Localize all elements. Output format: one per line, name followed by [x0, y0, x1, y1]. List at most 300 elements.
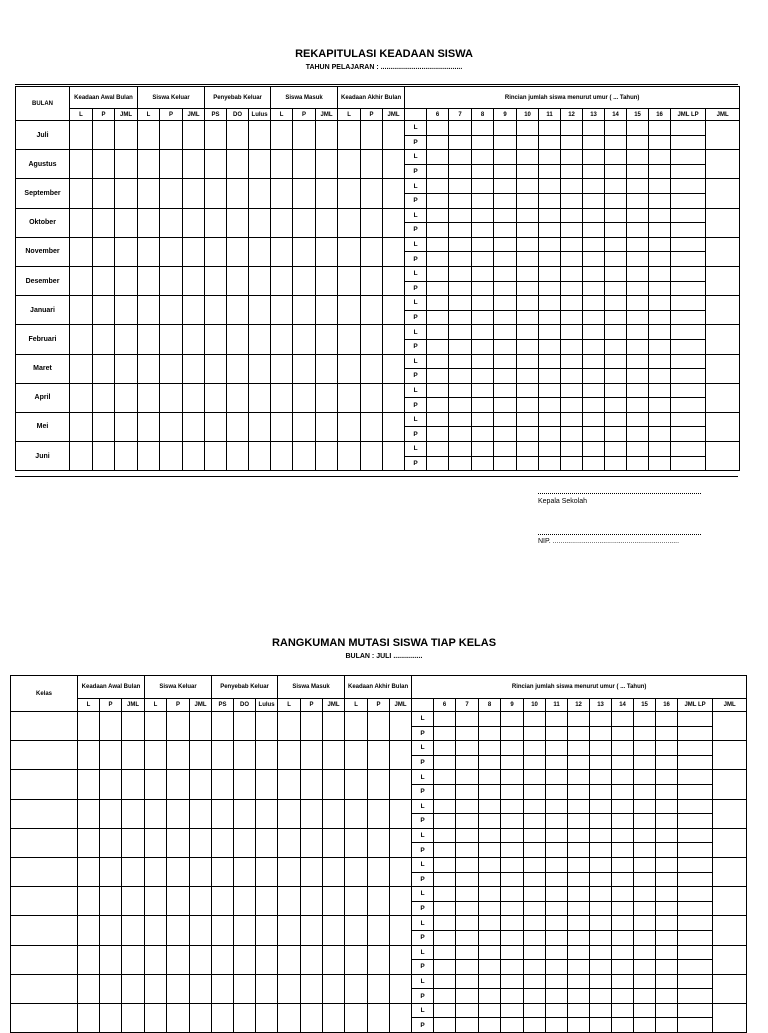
age-header: 6	[427, 109, 449, 121]
age-cell	[583, 383, 605, 398]
value-cell	[227, 179, 249, 208]
value-cell	[212, 1003, 234, 1032]
age-cell	[678, 755, 713, 770]
age-cell	[472, 223, 494, 238]
age-cell	[612, 887, 634, 902]
value-cell	[316, 208, 338, 237]
value-cell	[256, 799, 278, 828]
age-cell	[539, 325, 561, 340]
age-cell	[434, 1003, 456, 1018]
age-cell	[605, 281, 627, 296]
age-cell	[568, 989, 590, 1004]
age-cell	[568, 887, 590, 902]
age-cell	[590, 945, 612, 960]
row-name-cell	[11, 974, 78, 1003]
age-cell	[472, 135, 494, 150]
value-cell	[190, 945, 212, 974]
value-cell	[212, 712, 234, 741]
age-cell	[590, 784, 612, 799]
value-cell	[183, 179, 205, 208]
age-cell	[649, 193, 671, 208]
sub-header: PS	[212, 699, 234, 712]
value-cell	[145, 887, 167, 916]
value-cell	[78, 1003, 100, 1032]
age-cell	[456, 712, 479, 727]
age-cell	[539, 150, 561, 165]
gender-cell: L	[412, 974, 434, 989]
age-cell	[449, 266, 472, 281]
age-cell	[605, 150, 627, 165]
age-cell	[539, 223, 561, 238]
total-cell	[713, 857, 747, 886]
age-cell	[449, 383, 472, 398]
age-cell	[501, 916, 524, 931]
value-cell	[316, 412, 338, 441]
age-cell	[627, 193, 649, 208]
value-cell	[293, 266, 316, 295]
age-cell	[561, 325, 583, 340]
age-cell	[671, 135, 706, 150]
age-cell	[434, 974, 456, 989]
value-cell	[138, 354, 160, 383]
value-cell	[278, 887, 301, 916]
age-cell	[501, 1003, 524, 1018]
age-cell	[546, 755, 568, 770]
value-cell	[293, 237, 316, 266]
age-header: JML	[706, 109, 740, 121]
sub-header: P	[361, 109, 383, 121]
age-header: 14	[612, 699, 634, 712]
value-cell	[256, 887, 278, 916]
age-cell	[494, 412, 517, 427]
sub-header: L	[278, 699, 301, 712]
age-cell	[501, 799, 524, 814]
age-cell	[517, 281, 539, 296]
table-row	[16, 296, 740, 311]
value-cell	[278, 741, 301, 770]
age-cell	[649, 442, 671, 457]
age-cell	[671, 252, 706, 267]
age-cell	[427, 456, 449, 471]
age-cell	[590, 1003, 612, 1018]
age-cell	[678, 726, 713, 741]
age-cell	[561, 456, 583, 471]
gender-cell: L	[405, 179, 427, 194]
total-cell	[713, 916, 747, 945]
age-cell	[634, 843, 656, 858]
age-cell	[678, 887, 713, 902]
value-cell	[227, 325, 249, 354]
age-cell	[517, 412, 539, 427]
value-cell	[145, 916, 167, 945]
value-cell	[70, 442, 93, 471]
age-cell	[449, 427, 472, 442]
age-cell	[671, 179, 706, 194]
age-header: 16	[656, 699, 678, 712]
age-cell	[494, 193, 517, 208]
age-cell	[449, 223, 472, 238]
value-cell	[122, 857, 145, 886]
value-cell	[316, 266, 338, 295]
age-cell	[449, 208, 472, 223]
age-cell	[605, 456, 627, 471]
age-cell	[605, 237, 627, 252]
age-cell	[539, 164, 561, 179]
age-cell	[649, 223, 671, 238]
age-cell	[627, 179, 649, 194]
value-cell	[271, 383, 293, 412]
age-cell	[649, 427, 671, 442]
value-cell	[145, 974, 167, 1003]
age-cell	[479, 974, 501, 989]
value-cell	[338, 354, 361, 383]
age-cell	[434, 930, 456, 945]
mutasi-title: RANGKUMAN MUTASI SISWA TIAP KELAS	[271, 637, 497, 649]
age-cell	[501, 989, 524, 1004]
age-cell	[590, 887, 612, 902]
value-cell	[167, 857, 190, 886]
age-cell	[524, 887, 546, 902]
age-cell	[524, 872, 546, 887]
age-cell	[627, 296, 649, 311]
age-cell	[656, 1003, 678, 1018]
age-header: 9	[501, 699, 524, 712]
age-cell	[649, 266, 671, 281]
age-cell	[678, 974, 713, 989]
value-cell	[183, 121, 205, 150]
age-cell	[671, 208, 706, 223]
age-cell	[546, 887, 568, 902]
value-cell	[205, 237, 227, 266]
age-cell	[449, 121, 472, 136]
value-cell	[234, 1003, 256, 1032]
age-cell	[656, 930, 678, 945]
age-cell	[479, 712, 501, 727]
age-cell	[634, 741, 656, 756]
value-cell	[390, 712, 412, 741]
value-cell	[316, 179, 338, 208]
age-cell	[546, 843, 568, 858]
age-cell	[583, 427, 605, 442]
value-cell	[145, 770, 167, 799]
value-cell	[249, 383, 271, 412]
age-cell	[449, 135, 472, 150]
value-cell	[271, 150, 293, 179]
age-cell	[517, 266, 539, 281]
value-cell	[205, 296, 227, 325]
age-cell	[590, 857, 612, 872]
age-cell	[634, 945, 656, 960]
age-cell	[494, 281, 517, 296]
age-cell	[539, 442, 561, 457]
age-cell	[627, 310, 649, 325]
sub-header: PS	[205, 109, 227, 121]
row-name-cell: Juli	[16, 121, 70, 150]
gender-cell: L	[412, 945, 434, 960]
age-cell	[494, 354, 517, 369]
age-cell	[427, 135, 449, 150]
value-cell	[167, 1003, 190, 1032]
row-label-header: Kelas	[11, 676, 78, 712]
age-cell	[456, 770, 479, 785]
age-cell	[456, 1018, 479, 1033]
age-cell	[612, 726, 634, 741]
age-cell	[605, 339, 627, 354]
age-cell	[583, 412, 605, 427]
value-cell	[212, 741, 234, 770]
age-cell	[656, 755, 678, 770]
value-cell	[78, 828, 100, 857]
value-cell	[115, 121, 138, 150]
value-cell	[234, 945, 256, 974]
age-cell	[627, 281, 649, 296]
age-cell	[583, 398, 605, 413]
value-cell	[249, 208, 271, 237]
value-cell	[122, 974, 145, 1003]
age-cell	[456, 828, 479, 843]
value-cell	[138, 442, 160, 471]
value-cell	[256, 712, 278, 741]
age-cell	[501, 945, 524, 960]
gender-cell: P	[412, 989, 434, 1004]
value-cell	[138, 150, 160, 179]
age-cell	[568, 712, 590, 727]
age-cell	[546, 960, 568, 975]
age-cell	[501, 901, 524, 916]
value-cell	[323, 799, 345, 828]
value-cell	[323, 945, 345, 974]
age-cell	[456, 901, 479, 916]
row-name-cell	[11, 916, 78, 945]
value-cell	[190, 799, 212, 828]
age-cell	[479, 755, 501, 770]
age-cell	[583, 325, 605, 340]
value-cell	[100, 887, 122, 916]
age-cell	[427, 121, 449, 136]
age-cell	[590, 1018, 612, 1033]
value-cell	[70, 354, 93, 383]
age-header: 9	[494, 109, 517, 121]
value-cell	[78, 799, 100, 828]
value-cell	[70, 237, 93, 266]
age-cell	[479, 784, 501, 799]
age-cell	[561, 354, 583, 369]
age-cell	[546, 857, 568, 872]
sub-header: L	[78, 699, 100, 712]
age-cell	[568, 974, 590, 989]
value-cell	[138, 325, 160, 354]
age-cell	[494, 456, 517, 471]
age-cell	[434, 843, 456, 858]
age-cell	[456, 887, 479, 902]
value-cell	[183, 296, 205, 325]
value-cell	[70, 150, 93, 179]
value-cell	[160, 296, 183, 325]
age-cell	[590, 755, 612, 770]
age-cell	[501, 887, 524, 902]
value-cell	[115, 354, 138, 383]
table-row	[11, 916, 747, 931]
age-cell	[427, 281, 449, 296]
value-cell	[316, 325, 338, 354]
age-cell	[671, 310, 706, 325]
total-cell	[706, 266, 740, 295]
age-cell	[472, 121, 494, 136]
value-cell	[293, 121, 316, 150]
value-cell	[167, 828, 190, 857]
value-cell	[167, 887, 190, 916]
age-cell	[627, 325, 649, 340]
age-cell	[427, 339, 449, 354]
value-cell	[234, 799, 256, 828]
value-cell	[256, 916, 278, 945]
age-cell	[479, 843, 501, 858]
age-cell	[656, 828, 678, 843]
value-cell	[212, 916, 234, 945]
value-cell	[293, 208, 316, 237]
value-cell	[205, 383, 227, 412]
value-cell	[190, 770, 212, 799]
age-cell	[678, 784, 713, 799]
value-cell	[338, 179, 361, 208]
age-header: 6	[434, 699, 456, 712]
value-cell	[234, 712, 256, 741]
age-cell	[434, 770, 456, 785]
row-name-cell	[11, 857, 78, 886]
gender-cell: L	[405, 296, 427, 311]
age-cell	[656, 799, 678, 814]
total-cell	[713, 799, 747, 828]
value-cell	[345, 857, 368, 886]
age-cell	[449, 310, 472, 325]
age-cell	[656, 916, 678, 931]
age-cell	[494, 252, 517, 267]
value-cell	[345, 770, 368, 799]
age-cell	[590, 828, 612, 843]
age-cell	[605, 164, 627, 179]
value-cell	[167, 712, 190, 741]
value-cell	[390, 916, 412, 945]
age-cell	[627, 398, 649, 413]
total-cell	[706, 442, 740, 471]
value-cell	[138, 179, 160, 208]
age-cell	[546, 916, 568, 931]
row-name-cell: Oktober	[16, 208, 70, 237]
value-cell	[249, 296, 271, 325]
age-cell	[656, 814, 678, 829]
gender-cell: P	[405, 193, 427, 208]
value-cell	[278, 857, 301, 886]
age-cell	[671, 223, 706, 238]
age-cell	[671, 237, 706, 252]
table-row	[16, 266, 740, 281]
value-cell	[183, 412, 205, 441]
age-cell	[434, 784, 456, 799]
sub-header: JML	[383, 109, 405, 121]
value-cell	[93, 296, 115, 325]
age-cell	[568, 828, 590, 843]
age-cell	[472, 325, 494, 340]
age-cell	[583, 281, 605, 296]
gender-cell: P	[405, 456, 427, 471]
value-cell	[301, 712, 323, 741]
value-cell	[323, 974, 345, 1003]
value-cell	[138, 296, 160, 325]
group-header: Siswa Masuk	[278, 676, 345, 699]
age-cell	[671, 369, 706, 384]
group-header: Siswa Keluar	[145, 676, 212, 699]
value-cell	[271, 412, 293, 441]
value-cell	[100, 916, 122, 945]
total-cell	[706, 121, 740, 150]
age-cell	[583, 442, 605, 457]
age-cell	[479, 945, 501, 960]
age-cell	[472, 427, 494, 442]
gender-cell: P	[412, 726, 434, 741]
value-cell	[271, 442, 293, 471]
age-cell	[434, 872, 456, 887]
age-cell	[456, 784, 479, 799]
age-cell	[456, 1003, 479, 1018]
sub-header: JML	[190, 699, 212, 712]
row-name-cell: April	[16, 383, 70, 412]
age-cell	[605, 383, 627, 398]
age-cell	[568, 799, 590, 814]
age-cell	[612, 857, 634, 872]
row-name-cell	[11, 770, 78, 799]
age-cell	[678, 901, 713, 916]
value-cell	[100, 741, 122, 770]
age-cell	[678, 712, 713, 727]
age-cell	[671, 456, 706, 471]
value-cell	[100, 828, 122, 857]
age-cell	[427, 179, 449, 194]
value-cell	[93, 121, 115, 150]
value-cell	[278, 974, 301, 1003]
age-cell	[605, 179, 627, 194]
value-cell	[256, 1003, 278, 1032]
age-cell	[472, 310, 494, 325]
age-cell	[546, 989, 568, 1004]
value-cell	[167, 945, 190, 974]
sub-header: L	[271, 109, 293, 121]
age-cell	[434, 916, 456, 931]
value-cell	[278, 916, 301, 945]
value-cell	[78, 887, 100, 916]
age-cell	[434, 887, 456, 902]
age-cell	[590, 872, 612, 887]
gender-cell: P	[405, 310, 427, 325]
value-cell	[256, 974, 278, 1003]
value-cell	[205, 121, 227, 150]
age-header: 11	[539, 109, 561, 121]
value-cell	[122, 770, 145, 799]
value-cell	[271, 179, 293, 208]
age-cell	[612, 960, 634, 975]
total-cell	[706, 179, 740, 208]
value-cell	[183, 266, 205, 295]
value-cell	[390, 741, 412, 770]
value-cell	[323, 857, 345, 886]
value-cell	[145, 799, 167, 828]
gender-cell: P	[412, 901, 434, 916]
value-cell	[390, 974, 412, 1003]
age-cell	[517, 354, 539, 369]
value-cell	[338, 237, 361, 266]
age-cell	[517, 223, 539, 238]
age-cell	[479, 741, 501, 756]
age-cell	[605, 121, 627, 136]
